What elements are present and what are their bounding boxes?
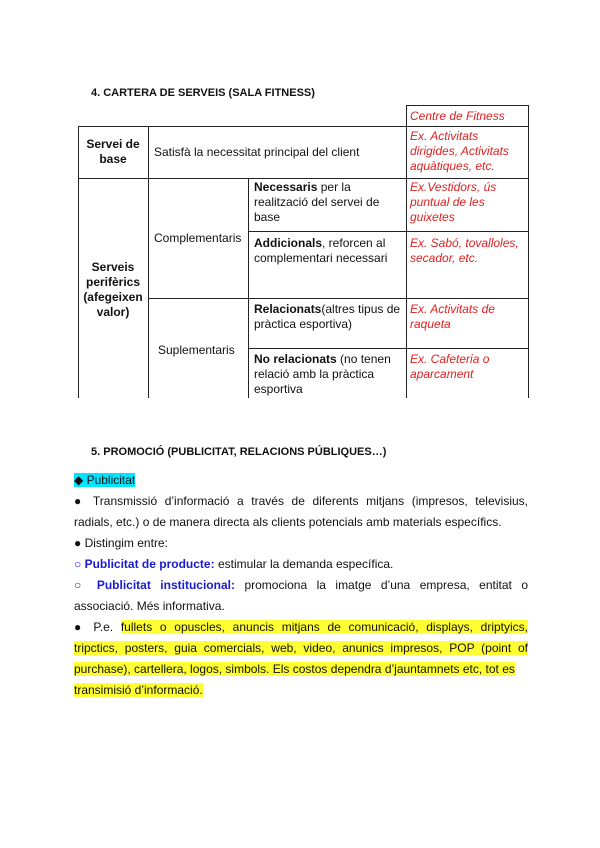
complementary-label: Complementaris — [154, 231, 242, 245]
peripheral-services-label: Serveis perifèrics (afegeixen valor) — [83, 260, 143, 319]
necessary-example: Ex.Vestidors, ús puntual de les guixetes — [410, 180, 497, 224]
examples-line-1: ● P.e. fullets o opuscles, anuncis mitjans de comunicació, displays, driptyics, — [74, 620, 529, 634]
paragraph-2: ● Distingim entre: — [74, 536, 168, 550]
additional-desc: Addicionals, reforcen al complementari necessari — [254, 236, 388, 265]
section-4-title: 4. CARTERA DE SERVEIS (SALA FITNESS) — [91, 87, 315, 99]
publicitat-heading: ◆ Publicitat — [74, 473, 136, 487]
unrelated-example: Ex. Cafeteria o aparcament — [410, 352, 490, 381]
related-example: Ex. Activitats de raqueta — [410, 302, 495, 331]
examples-line-2: tripctics, posters, guia comercials, web, video, anunics impresos, POP (point of — [74, 641, 528, 655]
institutional-advertising-cont: associació. Més informativa. — [74, 599, 225, 613]
additional-example: Ex. Sabó, tovalloles, secador, etc. — [410, 236, 519, 265]
services-table — [78, 105, 529, 398]
paragraph-1b: radials, etc.) o de manera directa als clients potencials amb materials específics. — [74, 515, 502, 529]
institutional-advertising: ○ Publicitat institucional: promociona la imatge d’una empresa, entitat o — [74, 578, 528, 592]
supplementary-label: Suplementaris — [158, 343, 235, 357]
base-service-label: Servei de base — [86, 137, 140, 166]
product-advertising: ○ Publicitat de producte: estimular la demanda específica. — [74, 557, 394, 571]
table-header: Centre de Fitness — [410, 109, 505, 123]
base-service-example: Ex. Activitats dirigides, Activitats aquàtiques, etc. — [410, 129, 509, 173]
base-service-desc: Satisfà la necessitat principal del client — [154, 145, 360, 159]
necessary-desc: Necessaris per la realització del servei de base — [254, 180, 380, 224]
examples-line-4: transimisió d’informació. — [74, 683, 203, 697]
paragraph-1a: ● Transmissió d’informació a través de diferents mitjans (impresos, televisius, — [74, 494, 528, 508]
related-desc: Relacionats(altres tipus de pràctica esportiva) — [254, 302, 401, 331]
section-5-title: 5. PROMOCIÓ (PUBLICITAT, RELACIONS PÚBLIQUES…) — [91, 446, 387, 458]
examples-line-3: purchase), cartellera, logos, simbols. Els costos dependra d’jauntamnets etc, tot es — [74, 662, 515, 676]
unrelated-desc: No relacionats (no tenen relació amb la pràctica esportiva — [254, 352, 391, 396]
